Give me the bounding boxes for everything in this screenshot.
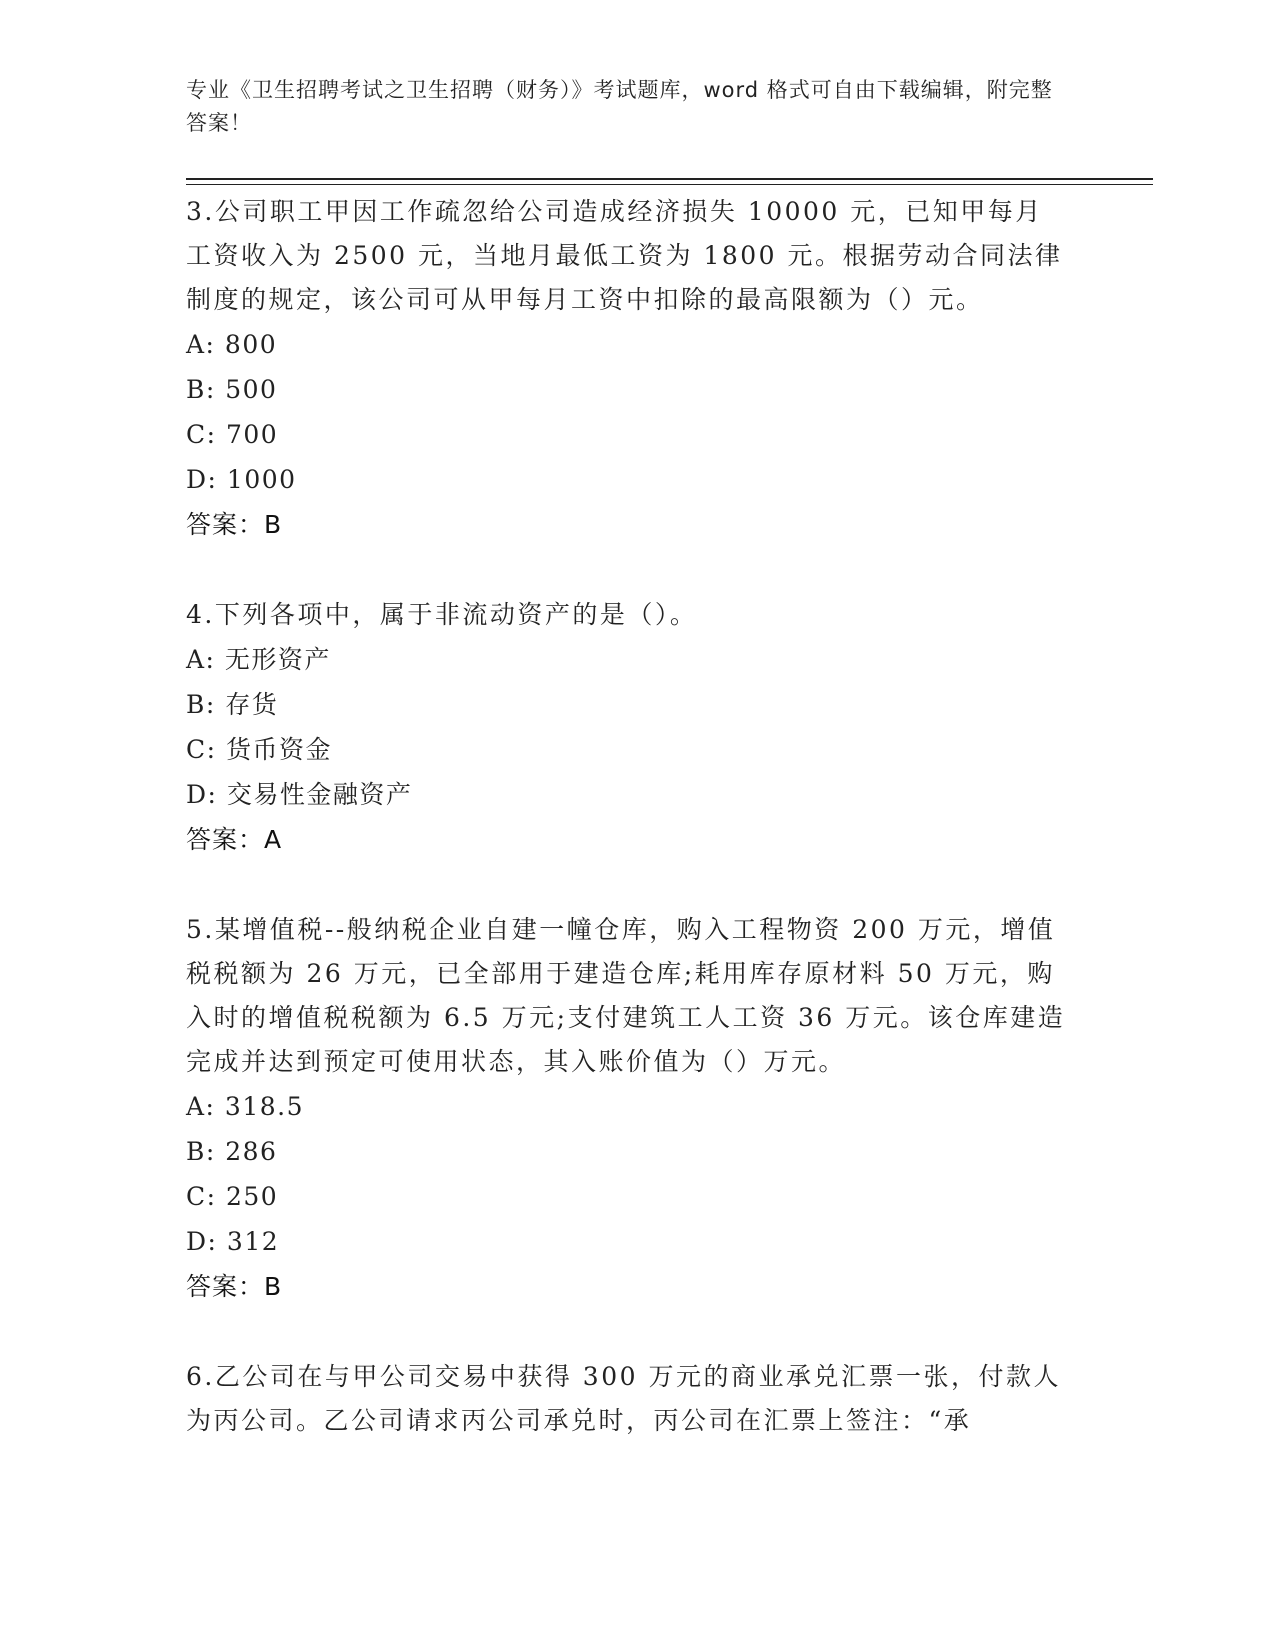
option-c: C: 700 xyxy=(186,420,279,449)
question-3 xyxy=(186,190,1066,547)
question-stem: 4.下列各项中，属于非流动资产的是（）。 xyxy=(186,600,698,629)
header-divider-thin xyxy=(186,184,1153,185)
answer-line: 答案：A xyxy=(186,825,283,854)
option-a: A: 800 xyxy=(186,330,278,359)
option-c: C: 250 xyxy=(186,1182,279,1211)
question-6 xyxy=(186,1355,1066,1443)
option-b: B: 500 xyxy=(186,375,278,404)
header-divider-thick xyxy=(186,178,1153,180)
answer-line: 答案：B xyxy=(186,1272,283,1301)
option-b: B: 存货 xyxy=(186,690,279,719)
document-header: 专业《卫生招聘考试之卫生招聘（财务）》考试题库，word 格式可自由下载编辑，附完整答案！ xyxy=(186,78,1053,135)
question-stem: 3.公司职工甲因工作疏忽给公司造成经济损失 10000 元，已知甲每月工资收入为 2500 元，当地月最低工资为 1800 元。根据劳动合同法律制度的规定，该公司可从甲每月工资中扣除的最高限额为（）元。 xyxy=(186,197,1063,314)
question-5 xyxy=(186,908,1066,1309)
question-stem: 6.乙公司在与甲公司交易中获得 300 万元的商业承兑汇票一张，付款人为丙公司。乙公司请求丙公司承兑时，丙公司在汇票上签注：“承 xyxy=(186,1362,1061,1435)
option-c: C: 货币资金 xyxy=(186,735,332,764)
question-stem: 5.某增值税--般纳税企业自建一幢仓库，购入工程物资 200 万元，增值税税额为 26 万元，已全部用于建造仓库;耗用库存原材料 50 万元，购入时的增值税税额为 6.5 万元;支付建筑工人工资 36 万元。该仓库建造完成并达到预定可使用状态，其入账价值为（）万元。 xyxy=(186,915,1066,1076)
question-spacer xyxy=(186,1309,1066,1355)
question-4 xyxy=(186,593,1066,862)
option-d: D: 交易性金融资产 xyxy=(186,780,413,809)
option-a: A: 318.5 xyxy=(186,1092,304,1121)
option-b: B: 286 xyxy=(186,1137,278,1166)
question-spacer xyxy=(186,862,1066,908)
question-spacer xyxy=(186,547,1066,593)
option-a: A: 无形资产 xyxy=(186,645,331,674)
answer-line: 答案：B xyxy=(186,510,283,539)
question-list xyxy=(186,190,1066,1443)
option-d: D: 1000 xyxy=(186,465,297,494)
option-d: D: 312 xyxy=(186,1227,280,1256)
